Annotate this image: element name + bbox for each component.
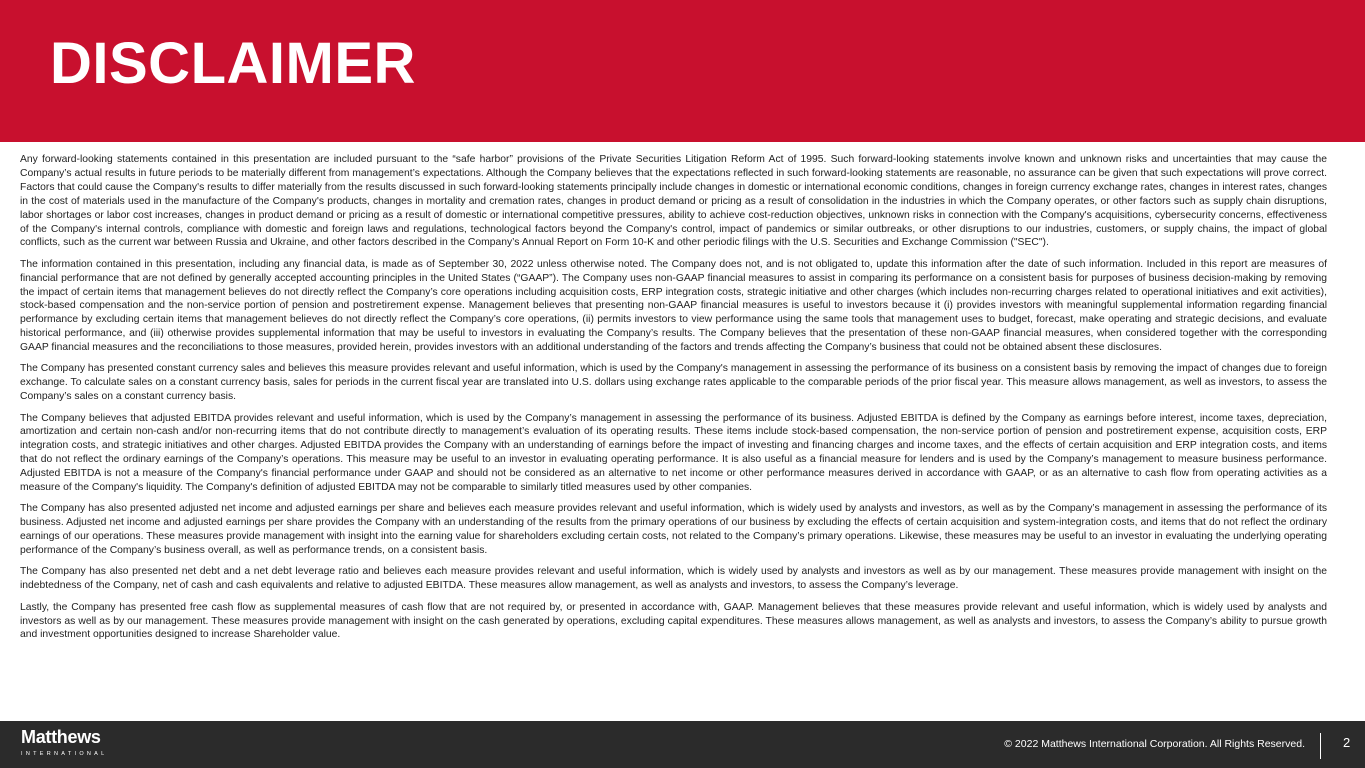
- page-number: 2: [1343, 735, 1351, 750]
- page-title: DISCLAIMER: [50, 31, 416, 96]
- logo-subtitle: INTERNATIONAL: [21, 751, 108, 757]
- disclaimer-paragraph: The Company has also presented net debt and a net debt leverage ratio and believes each measure provides relevant and useful information, which is widely used by analysts and investors as well as by our management. These measures provide management with insight on the indebtedness of the Company, net of cash and cash equivalents and relative to adjusted EBITDA. These measures allow management, as well as analysts and investors, to assess the Company’s leverage.: [20, 566, 1327, 592]
- matthews-logo: [21, 727, 108, 758]
- disclaimer-body: [20, 153, 1327, 650]
- disclaimer-paragraph: Any forward-looking statements contained in this presentation are included pursuant to the “safe harbor” provisions of the Private Securities Litigation Reform Act of 1995. Such forward-looking statements involve known and unknown risks and uncertainties that may cause the Company’s actual results in future periods to be materially different from management’s expectations. Although the Company believes that the expectations reflected in such forward-looking statements are reasonable, no assurance can be given that such expectations will prove correct. Factors that could cause the Company's results to differ materially from the results discussed in such forward-looking statements principally include changes in domestic or international economic conditions, changes in foreign currency exchange rates, changes in interest rates, changes in the cost of materials used in the manufacture of the Company's products, changes in mortality and cremation rates, changes in product demand or pricing as a result of consolidation in the industries in which the Company operates, or other factors such as supply chain disruptions, labor shortages or labor cost increases, changes in product demand or pricing as a result of domestic or international competitive pressures, ability to achieve cost-reduction objectives, unknown risks in connection with the Company's acquisitions, cybersecurity concerns, effectiveness of the Company's internal controls, compliance with domestic and foreign laws and regulations, technological factors beyond the Company's control, impact of pandemics or similar outbreaks, or other disruptions to our industries, customers, or supply chains, the impact of global conflicts, such as the current war between Russia and Ukraine, and other factors described in the Company’s Annual Report on Form 10-K and other periodic filings with the U.S. Securities and Exchange Commission ("SEC").: [20, 154, 1327, 249]
- disclaimer-paragraph: Lastly, the Company has presented free cash flow as supplemental measures of cash flow that are not required by, or presented in accordance with, GAAP. Management believes that these measures provide relevant and useful information, which is widely used by analysts and investors as well as by our management. These measures provide management with insight on the cash generated by operations, excluding capital expenditures. These measures allows management, as well as analysts and investors, to assess the Company’s ability to pursue growth and investment opportunities designed to increase Shareholder value.: [20, 601, 1327, 641]
- title-banner: [0, 0, 1365, 142]
- footer-bar: [0, 721, 1365, 768]
- disclaimer-paragraph: The Company has also presented adjusted net income and adjusted earnings per share and believes each measure provides relevant and useful information, which is widely used by analysts and investors, as well as by the Company’s management in assessing the performance of its business. Adjusted net income and adjusted earnings per share provides the Company with an understanding of the results from the primary operations of our business by excluding the effects of certain acquisition and system-integration costs, and items that do not reflect the ordinary earnings of our operations. These measures provide management with insight into the earning value for shareholders excluding certain costs, not related to the Company’s primary operations. Likewise, these measures may be useful to an investor in evaluating the underlying operating performance of the Company’s business overall, as well as performance trends, on a consistent basis.: [20, 503, 1327, 557]
- copyright-text: © 2022 Matthews International Corporation. All Rights Reserved.: [1004, 738, 1305, 750]
- logo-wordmark: Matthews: [21, 727, 101, 747]
- disclaimer-paragraph: The Company has presented constant currency sales and believes this measure provides relevant and useful information, which is used by the Company's management in assessing the performance of its business on a consistent basis by removing the impact of changes due to foreign exchange. To calculate sales on a constant currency basis, sales for periods in the current fiscal year are translated into U.S. dollars using exchange rates applicable to the comparable periods of the prior fiscal year. This measure allows management, as well as investors, to assess the Company’s sales on a constant currency basis.: [20, 363, 1327, 403]
- disclaimer-paragraph: The information contained in this presentation, including any financial data, is made as of September 30, 2022 unless otherwise noted. The Company does not, and is not obligated to, update this information after the date of such information. Included in this report are measures of financial performance that are not defined by generally accepted accounting principles in the United States (“GAAP”). The Company uses non-GAAP financial measures to assist in comparing its performance on a consistent basis for purposes of business decision-making by removing the impact of certain items that management believes do not directly reflect the Company’s core operations including acquisition costs, ERP integration costs, strategic initiative and other charges (which includes non-recurring charges related to operational initiatives and exit activities), stock-based compensation and the non-service portion of pension and postretirement expense. Management believes that presenting non-GAAP financial measures is useful to investors because it (i) provides investors with meaningful supplemental information regarding financial performance by excluding certain items that management believes do not directly reflect the Company’s core operations, (ii) permits investors to view performance using the same tools that management uses to budget, forecast, make operating and strategic decisions, and evaluate historical performance, and (iii) otherwise provides supplemental information that may be useful to investors in evaluating the Company’s results. The Company believes that the presentation of these non-GAAP financial measures, when considered together with the corresponding GAAP financial measures and the reconciliations to those measures, provided herein, provides investors with an additional understanding of the factors and trends affecting the Company’s business that could not be obtained absent these disclosures.: [20, 258, 1327, 354]
- disclaimer-paragraph: The Company believes that adjusted EBITDA provides relevant and useful information, which is used by the Company’s management in assessing the performance of its business. Adjusted EBITDA is defined by the Company as earnings before interest, income taxes, depreciation, amortization and certain non-cash and/or non-recurring items that do not contribute directly to management’s evaluation of its operating results. These items include stock-based compensation, the non-service portion of pension and postretirement expense, acquisition costs, ERP integration costs, and strategic initiatives and other charges. Adjusted EBITDA provides the Company with an understanding of earnings before the impact of investing and financing charges and income taxes, and the effects of certain acquisition and ERP integration costs, and items that do not reflect the ordinary earnings of the Company’s operations. This measure may be useful to an investor in evaluating operating performance. It is also useful as a financial measure for lenders and is used by the Company’s management to measure business performance. Adjusted EBITDA is not a measure of the Company's financial performance under GAAP and should not be considered as an alternative to net income or other performance measures derived in accordance with GAAP, or as an alternative to cash flow from operating activities as a measure of the Company's liquidity. The Company's definition of adjusted EBITDA may not be comparable to similarly titled measures used by other companies.: [20, 412, 1327, 494]
- footer-divider: [1320, 733, 1321, 759]
